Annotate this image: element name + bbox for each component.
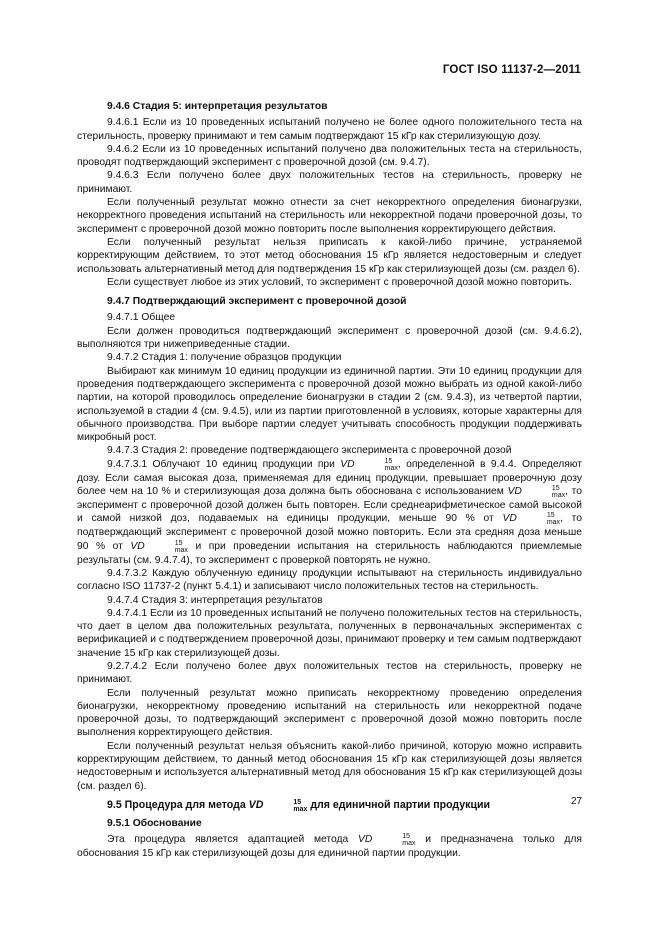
paragraph-repeat-condition: Если существует любое из этих условий, то эксперимент с проверочной дозой можно повторить. — [107, 276, 573, 288]
vd-symbol: VD 15 max — [357, 833, 416, 848]
text-segment: 9.4.7.3.1 Облучают 10 единиц продукции при — [107, 458, 341, 470]
paragraph-9-4-7-3-1 — [77, 458, 582, 567]
paragraph-9-4-6-3: 9.4.6.3 Если получено более двух положительных тестов на стерильность, проверку не принимают. — [77, 170, 582, 195]
paragraph-corrective-repeat: Если полученный результат можно отнести за счет некорректного определения бионагрузки, некорректного проведения испытаний на стерильность или некорректной подачи проверочной дозы, то эксперимент с проверочной дозой можно повторить после выполнения корректирующего действия. — [77, 197, 582, 235]
heading-9-5-1: 9.5.1 Обоснование — [107, 817, 202, 829]
vd-symbol: VD 15 max — [130, 539, 188, 554]
text-segment: , то эксперимент с проверочной дозой должен быть повторен. Если среднеарифметическое самой высокой и самой низкой доз, подаваемых на единицы продукции, меньше 90 % от — [77, 486, 582, 525]
heading-9-4-7: 9.4.7 Подтверждающий эксперимент с проверочной дозой — [107, 296, 407, 308]
paragraph-corrective-repeat-2: Если полученный результат можно приписать некорректному проведению определения бионагрузки, некорректному проведению испытаний на стерильность или некорректной подаче проверочной дозы, то подтверждающий эксперимент с проверочной дозой можно повторить после выполнения корректирующего действия. — [77, 687, 582, 739]
document-body — [77, 96, 582, 861]
document-header: ГОСТ ISO 11137-2—2011 — [442, 64, 581, 76]
text-segment: , то подтверждающий эксперимент с проверочной дозой можно повторить. Если эта средняя доза меньше 90 % от — [77, 513, 582, 552]
subheading-9-4-7-1: 9.4.7.1 Общее — [107, 312, 176, 324]
paragraph-9-4-7-3-2: 9.4.7.3.2 Каждую облученную единицу продукции испытывают на стерильность индивидуально согласно ISO 11737-2 (пункт 5.4.1) и записывают число положительных тестов на стерильность. — [77, 567, 582, 593]
subheading-9-4-7-4: 9.4.7.4 Стадия 3: интерпретация результатов — [107, 594, 323, 606]
vd-symbol: VD 15 max — [340, 457, 398, 472]
paragraph-invalid-method: Если полученный результат нельзя приписать к какой-либо причине, устраняемой корректирующим действием, то этот метод обоснования 15 кГр является недостоверным и следует использовать альтернативный метод для подтверждения 15 кГр как стерилизующей дозы (см. раздел 6). — [77, 236, 582, 275]
paragraph-9-4-7-4-1: 9.4.7.4.1 Если из 10 проведенных испытаний не получено положительных тестов на стерильность, что дает в целом два положительных результата, полученных в первоначальных экспериментах с верификацией и с подтверждением проверочной дозы, принимают проверку и тем самым подтверждают значение 15 кГр как стерилизующей дозы. — [77, 607, 582, 659]
heading-9-4-6: 9.4.6 Стадия 5: интерпретация результатов — [107, 101, 328, 112]
text-segment: , определенной в 9.4.4. Определяют дозу. Если самая высокая доза, применяемая для единиц продукции, превышает проверочную дозу более чем на 10 % и стерилизующая доза должна быть обоснована с использованием — [77, 458, 583, 498]
subheading-9-4-7-2: 9.4.7.2 Стадия 1: получение образцов продукции — [107, 352, 342, 364]
paragraph-select-units: Выбирают как минимум 10 единиц продукции из единичной партии. Эти 10 единиц продукции для проведения подтверждающего эксперимента с проверочной дозой можно выбрать из одной какой-либо партии, на которой проводилось определение бионагрузки в стадии 2 (см. 9.4.3), из четвертой партии, используемой в стадии 4 (см. 9.4.5), или из партии приготовленной в условиях, которые характерны для обычного производства. При выборе партии следует учитывать способность продукции поддерживать микробный рост. — [77, 365, 582, 444]
paragraph-alternative-method: Если полученный результат нельзя объяснить какой-либо причиной, которую можно исправить корректирующим действием, то данный метод обоснования 15 кГр как стерилизующей дозы является недостоверным и используется альтернативный метод для обоснования 15 кГр как стерилизующей дозы (см. раздел 6). — [77, 740, 582, 792]
vd-symbol: VD 15 max — [502, 512, 561, 527]
paragraph-three-stages: Если должен проводиться подтверждающий эксперимент с проверочной дозой (см. 9.4.6.2), выполняются три нижеприведенные стадии. — [77, 325, 582, 351]
text-segment: и при проведении испытания на стерильность наблюдаются приемлемые результаты (см. 9.4.7.4), то эксперимент с проверкой повторять не нужно. — [77, 540, 582, 566]
vd-symbol: VD 15 max — [507, 485, 566, 500]
paragraph-9-4-6-1: 9.4.6.1 Если из 10 проведенных испытаний получено не более одного положительного теста на стерильность, проверку принимают и тем самым подтверждают 15 кГр как стерилизующую дозу. — [77, 117, 582, 142]
paragraph-adaptation: Эта процедура является адаптацией метода VD 15 max и предназначена только для обоснования 15 кГр как стерилизующей дозы для единичной партии продукции. — [77, 833, 582, 860]
heading-9-5: 9.5 Процедура для метода VD 15 max для единичной партии продукции — [107, 798, 490, 813]
subheading-9-4-7-3: 9.4.7.3 Стадия 2: проведение подтверждающего эксперимента с проверочной дозой — [107, 445, 512, 457]
paragraph-9-2-7-4-2: 9.2.7.4.2 Если получено более двух положительных тестов на стерильность, проверку не принимают. — [77, 660, 582, 686]
vd-symbol: VD 15 max — [248, 798, 308, 813]
paragraph-9-4-6-2: 9.4.6.2 Если из 10 проведенных испытаний получено два положительных теста на стерильность, проводят подтверждающий эксперимент с проверочной дозой (см. 9.4.7). — [77, 143, 582, 169]
page-number: 27 — [571, 796, 583, 807]
